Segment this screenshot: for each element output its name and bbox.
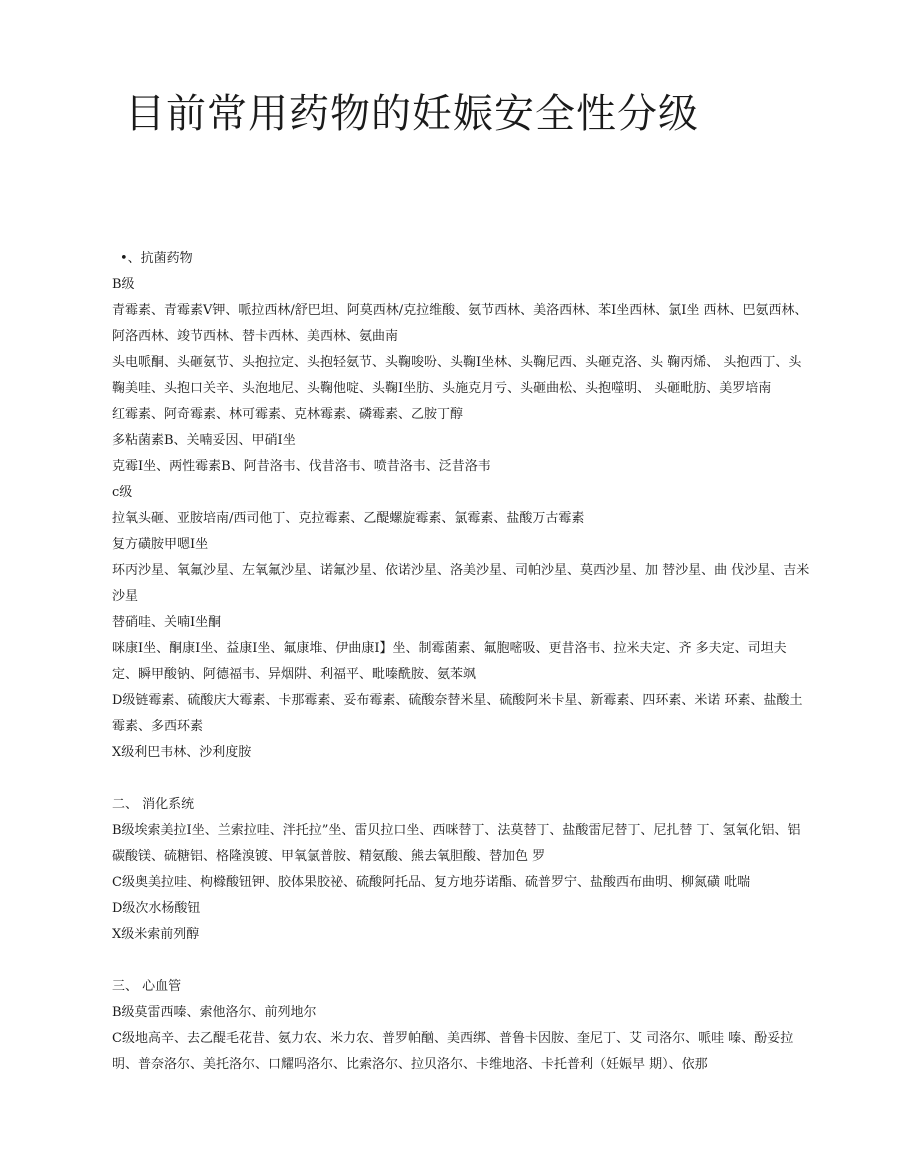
text-line: 环丙沙星、氧氟沙星、左氧氟沙星、诺氟沙星、依诺沙星、洛美沙星、司帕沙星、莫西沙星、加 替沙星、曲 伐沙星、吉米沙星 [112,563,810,604]
text-line: D级链霉素、硫酸庆大霉素、卡那霉素、妥布霉素、硫酸奈替米星、硫酸阿米卡星、新霉素、四环素、米诺 环素、盐酸土霉素、多西环素 [112,693,803,734]
section-spacer [112,766,812,792]
text-line: C级奥美拉哇、枸橼酸钮钾、胶体果胶祕、硫酸阿托品、复方地芬诺酯、硫普罗宁、盐酸西布曲明、柳氮磺 吡喘 [112,875,751,890]
text-line: 克霉I坐、两性霉素B、阿昔洛韦、伐昔洛韦、喷昔洛韦、泛昔洛韦 [112,459,491,474]
text-line: B级 [112,277,135,292]
text-line: C级地高辛、去乙醍毛花昔、氨力农、米力农、普罗帕酗、美西绑、普鲁卡因胺、奎尼丁、艾 司洛尔、哌哇 嗪、酚妥拉明、普奈洛尔、美托洛尔、口耀吗洛尔、比索洛尔、拉贝洛尔、卡维地洛、卡托普利（妊娠早 期）、依那 [112,1031,794,1072]
document-body [112,246,812,1078]
text-line: X级米索前列醇 [112,927,200,942]
text-line: 替硝哇、关喃I坐酮 [112,615,222,630]
text-line: 复方磺胺甲嗯I坐 [112,537,209,552]
text-line: 咪康I坐、酮康I坐、益康I坐、氟康堆、伊曲康I】坐、制霉菌素、氟胞嘧吸、更昔洛韦、拉米夫定、齐 多夫定、司坦夫定、瞬甲酸钠、阿德福韦、异烟阱、利福平、毗嗪酰胺、氨苯飒 [112,641,787,682]
text-line: c级 [112,485,133,500]
text-line: 多粘菌素B、关喃妥因、甲硝I坐 [112,433,296,448]
text-line: 拉氧头砸、亚胺培南/西司他丁、克拉霉素、乙醍螺旋霉素、氯霉素、盐酸万古霉素 [112,511,585,526]
section-heading-cardiovascular: 三、 心血管 [112,979,182,994]
text-line: D级次水杨酸钮 [112,901,201,916]
text-line: 头电哌酮、头砸氨节、头抱拉定、头抱轻氨节、头鞠唆吩、头鞠I坐林、头鞠尼西、头砸克洛、头 鞠丙烯、 头抱西丁、头鞠美哇、头抱口关辛、头泡地尼、头鞠他啶、头鞠I坐肪、头施克月亏、头砸曲松、头抱噬明、 头砸毗肪、美罗培南 [112,355,802,396]
section-heading-antibacterial: •、抗菌药物 [120,251,193,266]
text-line: X级利巴韦林、沙利度胺 [112,745,252,760]
section-spacer [112,948,812,974]
section-heading-digestive: 二、 消化系统 [112,797,195,812]
text-line: 红霉素、阿奇霉素、林可霉素、克林霉素、磷霉素、乙胺丁醇 [112,407,464,422]
text-line: B级莫雷西嗪、索他洛尔、前列地尔 [112,1005,317,1020]
text-line: 青霉素、青霉素V钾、哌拉西林/舒巴坦、阿莫西林/克拉维酸、氨节西林、美洛西林、苯I坐西林、氯I坐 西林、巴氨西林、阿洛西林、竣节西林、替卡西林、美西林、氨曲南 [112,303,808,344]
page-title: 目前常用药物的妊娠安全性分级 [125,91,699,137]
text-line: B级埃索美拉I坐、兰索拉哇、泮托拉”坐、雷贝拉口坐、西咪替丁、法莫替丁、盐酸雷尼替丁、尼扎替 丁、氢氧化铝、铝碳酸镁、硫糖铝、格隆溴镀、甲氧氯普胺、精氨酸、熊去氧胆酸、替加色 罗 [112,823,801,864]
